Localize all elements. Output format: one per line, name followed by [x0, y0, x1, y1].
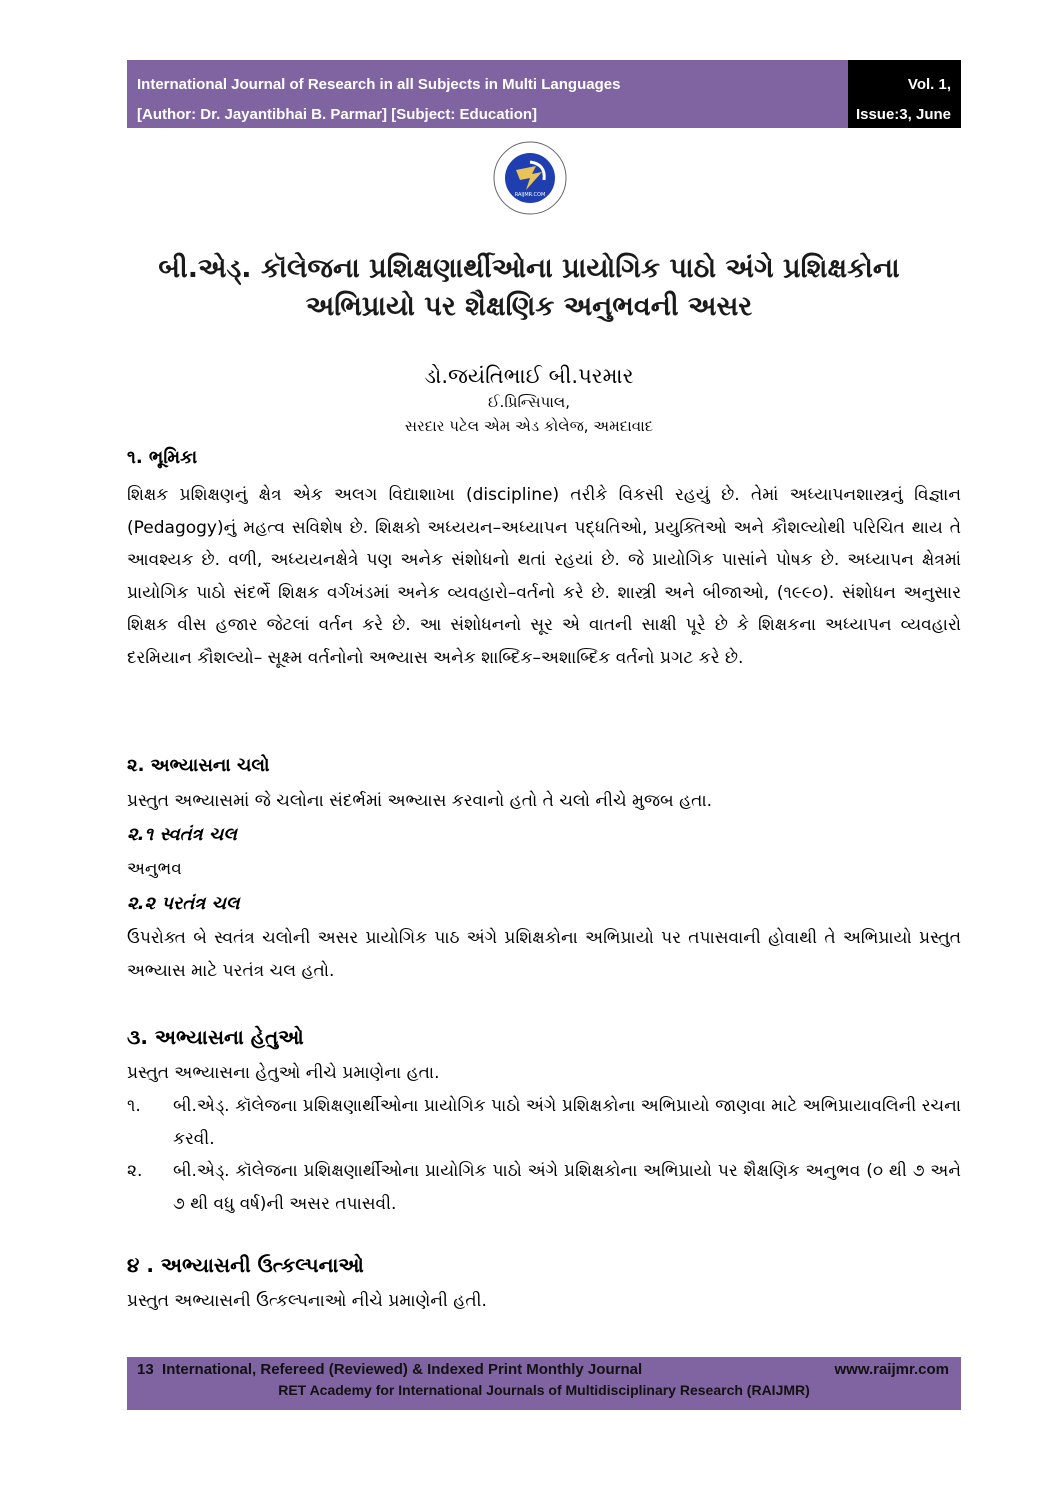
section-2-heading: ૨. અભ્યાસના ચલો — [127, 755, 270, 776]
volume-issue: Vol. 1, Issue:3, June 2013 — [855, 76, 951, 153]
paper-title — [110, 250, 948, 326]
section-1-text: શિક્ષક પ્રશિક્ષણનું ક્ષેત્ર એક અલગ વિદ્યાશાખા (discipline) તરીકે વિકસી રહયું છે. તેમાં અધ્યાપનશાસ્ત્રનું વિજ્ઞાન (Pedagogy)નું મહત્વ સવિશેષ છે. શિક્ષકો અધ્યયન–અધ્યાપન પદ્ધતિઓ, પ્રયુક્તિઓ અને કૌશલ્યોથી પરિચિત થાય તે આવશ્યક છે. વળી, અધ્યયનક્ષેત્રે પણ અનેક સંશોધનો થતાં રહયાં છે. જે પ્રાયોગિક પાસાંને પોષક છે. અધ્યાપન ક્ષેત્રમાં પ્રાયોગિક પાઠો સંદર્ભે શિક્ષક વર્ગખંડમાં અનેક વ્યવહારો–વર્તનો કરે છે. શાસ્ત્રી અને બીજાઓ, (૧૯૯૦). સંશોધન અનુસાર શિક્ષક વીસ હજાર જેટલાં વર્તન કરે છે. આ સંશોધનનો સૂર એ વાતની સાક્ષી પૂરે છે કે શિક્ષકના અધ્યાપન વ્યવહારો દરમિયાન કૌશલ્યો– સૂક્ષ્મ વર્તનોનો અભ્યાસ અનેક શાબ્દિક–અશાબ્દિક વર્તનો પ્રગટ કરે છે. — [127, 485, 961, 668]
logo-text: RAIJMR.COM — [514, 192, 546, 198]
list-text: બી.એડ્. કૉલેજના પ્રશિક્ષણાર્થીઓના પ્રાયોગિક પાઠો અંગે પ્રશિક્ષકોના અભિપ્રાયો જાણવા માટે અભિપ્રાયાવલિની રચના કરવી. — [173, 1096, 961, 1149]
list-item — [127, 1090, 961, 1155]
section-3-heading: ૩. અભ્યાસના હેતુઓ — [127, 1025, 304, 1049]
title-line-1: બી.એડ્. કૉલેજના પ્રશિક્ષણાર્થીઓના પ્રાયોગિક પાઠો અંગે પ્રશિક્ષકોના — [158, 253, 900, 284]
issn: (IJRSML) ISSN: 2321 - 2853 — [864, 166, 951, 243]
section-1-heading: ૧. ભૂમિકા — [127, 447, 198, 468]
section-4-heading: ૪ . અભ્યાસની ઉત્કલ્પનાઓ — [127, 1253, 364, 1277]
author-subject: [Author: Dr. Jayantibhai B. Parmar] [Subject: Education] — [137, 106, 538, 123]
header-left — [127, 60, 848, 128]
journal-name: International Journal of Research in all Subjects in Multi Languages — [137, 76, 621, 93]
author-name: ડો.જયંતિભાઈ બી.પરમાર — [424, 364, 634, 388]
header-right — [848, 60, 961, 243]
page-footer — [127, 1357, 961, 1410]
journal-logo — [492, 140, 568, 216]
footer-url[interactable]: www.raijmr.com — [834, 1361, 949, 1378]
author-college: સરદાર પટેલ એમ એડ કોલેજ, અમદાવાદ — [404, 417, 654, 435]
footer-left — [137, 1361, 642, 1378]
author-block — [110, 362, 948, 438]
footer-academy: RET Academy for International Journals of Multidisciplinary Research (RAIJMR) — [278, 1382, 810, 1398]
section-2-1-text: અનુભવ — [127, 859, 182, 879]
section-2-2-text: ઉપરોક્ત બે સ્વતંત્ર ચલોની અસર પ્રાયોગિક પાઠ અંગે પ્રશિક્ષકોના અભિપ્રાયો પર તપાસવાની હોવાથી તે અભિપ્રાયો પ્રસ્તુત અભ્યાસ માટે પરતંત્ર ચલ હતો. — [127, 928, 961, 981]
objectives-list — [127, 1090, 961, 1220]
footer-tagline: International, Refereed (Reviewed) & Indexed Print Monthly Journal — [162, 1361, 643, 1378]
section-3-text: પ્રસ્તુત અભ્યાસના હેતુઓ નીચે પ્રમાણેના હતા. — [127, 1063, 440, 1083]
list-number: ૧. — [127, 1096, 141, 1116]
section-2-text: પ્રસ્તુત અભ્યાસમાં જે ચલોના સંદર્ભમાં અભ્યાસ કરવાનો હતો તે ચલો નીચે મુજબ હતા. — [127, 791, 713, 811]
list-text: બી.એડ્. કૉલેજના પ્રશિક્ષણાર્થીઓના પ્રાયોગિક પાઠો અંગે પ્રશિક્ષકોના અભિપ્રાયો પર શૈક્ષણિક અનુભવ (૦ થી ૭ અને ૭ થી વધુ વર્ષ)ની અસર તપાસવી. — [173, 1161, 961, 1214]
author-designation: ઈ.પ્રિન્સિપાલ, — [487, 393, 571, 411]
section-4-text: પ્રસ્તુત અભ્યાસની ઉત્કલ્પનાઓ નીચે પ્રમાણેની હતી. — [127, 1291, 487, 1311]
page-number: 13 — [137, 1361, 154, 1378]
title-line-2: અભિપ્રાયો પર શૈક્ષણિક અનુભવની અસર — [305, 291, 753, 322]
section-2-2-heading: ૨.૨ પરતંત્ર ચલ — [127, 893, 240, 914]
section-2-1-heading: ૨.૧ સ્વતંત્ર ચલ — [127, 824, 237, 845]
list-number: ૨. — [127, 1161, 143, 1181]
list-item — [127, 1155, 961, 1220]
